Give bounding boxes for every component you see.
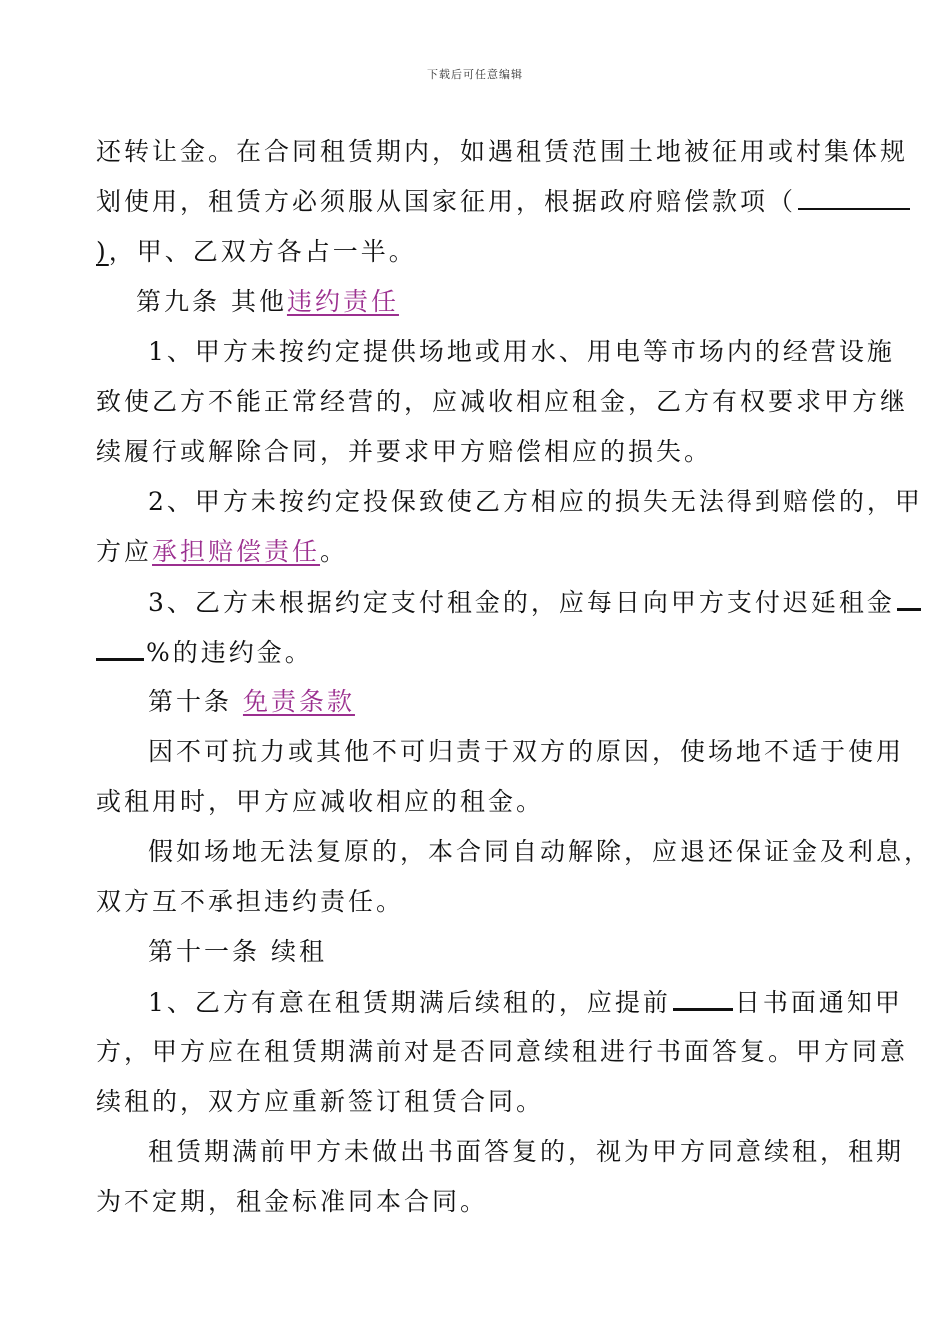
paragraph-line xyxy=(148,586,923,619)
line-text: 划使用，租赁方必须服从国家征用，根据政府赔偿款项（ xyxy=(96,187,797,216)
fill-blank xyxy=(673,986,733,1011)
line-text: ) xyxy=(96,237,109,266)
line-text: 方应 xyxy=(96,537,153,566)
page-header: 下载后可任意编辑 xyxy=(427,68,523,81)
line-text: 。 xyxy=(320,537,349,566)
paragraph-line xyxy=(96,636,313,669)
fill-blank xyxy=(897,586,921,611)
exemption-clause-link[interactable]: 免责条款 xyxy=(242,687,355,716)
section-heading: 第十一条 续租 xyxy=(148,937,327,966)
compensation-liability-link[interactable]: 承担赔偿责任 xyxy=(152,537,321,566)
paragraph-line xyxy=(96,536,348,568)
paragraph-line: 还转让金。在合同租赁期内，如遇租赁范围土地被征用或村集体规 xyxy=(96,137,909,166)
paragraph-line xyxy=(148,986,903,1019)
breach-liability-link[interactable]: 违约责任 xyxy=(286,287,399,316)
line-text: ，甲、乙双方各占一半。 xyxy=(108,237,417,266)
line-text: %的违约金。 xyxy=(146,638,313,667)
heading-text: 第九条 其他 xyxy=(136,287,287,316)
paragraph-line: 因不可抗力或其他不可归责于双方的原因，使场地不适于使用 xyxy=(148,737,905,766)
paragraph-line: 双方互不承担违约责任。 xyxy=(96,887,405,916)
section-heading xyxy=(136,286,399,318)
heading-text: 第十条 xyxy=(148,687,243,716)
paragraph-line: 1、甲方未按约定提供场地或用水、用电等市场内的经营设施 xyxy=(148,337,895,366)
paragraph-line: 假如场地无法复原的，本合同自动解除，应退还保证金及利息， xyxy=(148,837,933,866)
paragraph-line: 2、甲方未按约定投保致使乙方相应的损失无法得到赔偿的，甲 xyxy=(148,487,923,516)
line-text: 日书面通知甲 xyxy=(734,988,903,1017)
paragraph-line: 续租的，双方应重新签订租赁合同。 xyxy=(96,1087,545,1116)
paragraph-line: 方，甲方应在租赁期满前对是否同意续租进行书面答复。甲方同意 xyxy=(96,1037,909,1066)
paragraph-line: 为不定期，租金标准同本合同。 xyxy=(96,1187,489,1216)
fill-blank xyxy=(96,636,144,661)
fill-blank xyxy=(798,186,910,210)
paragraph-line xyxy=(96,186,912,218)
paragraph-line: 致使乙方不能正常经营的，应减收相应租金，乙方有权要求甲方继 xyxy=(96,387,909,416)
paragraph-line: 续履行或解除合同，并要求甲方赔偿相应的损失。 xyxy=(96,437,713,466)
line-text: 3、乙方未根据约定支付租金的，应每日向甲方支付迟延租金 xyxy=(148,588,895,617)
line-text: 1、乙方有意在租赁期满后续租的，应提前 xyxy=(148,988,671,1017)
section-heading xyxy=(148,686,355,718)
paragraph-line xyxy=(96,236,417,268)
paragraph-line: 租赁期满前甲方未做出书面答复的，视为甲方同意续租，租期 xyxy=(148,1137,905,1166)
paragraph-line: 或租用时，甲方应减收相应的租金。 xyxy=(96,787,545,816)
